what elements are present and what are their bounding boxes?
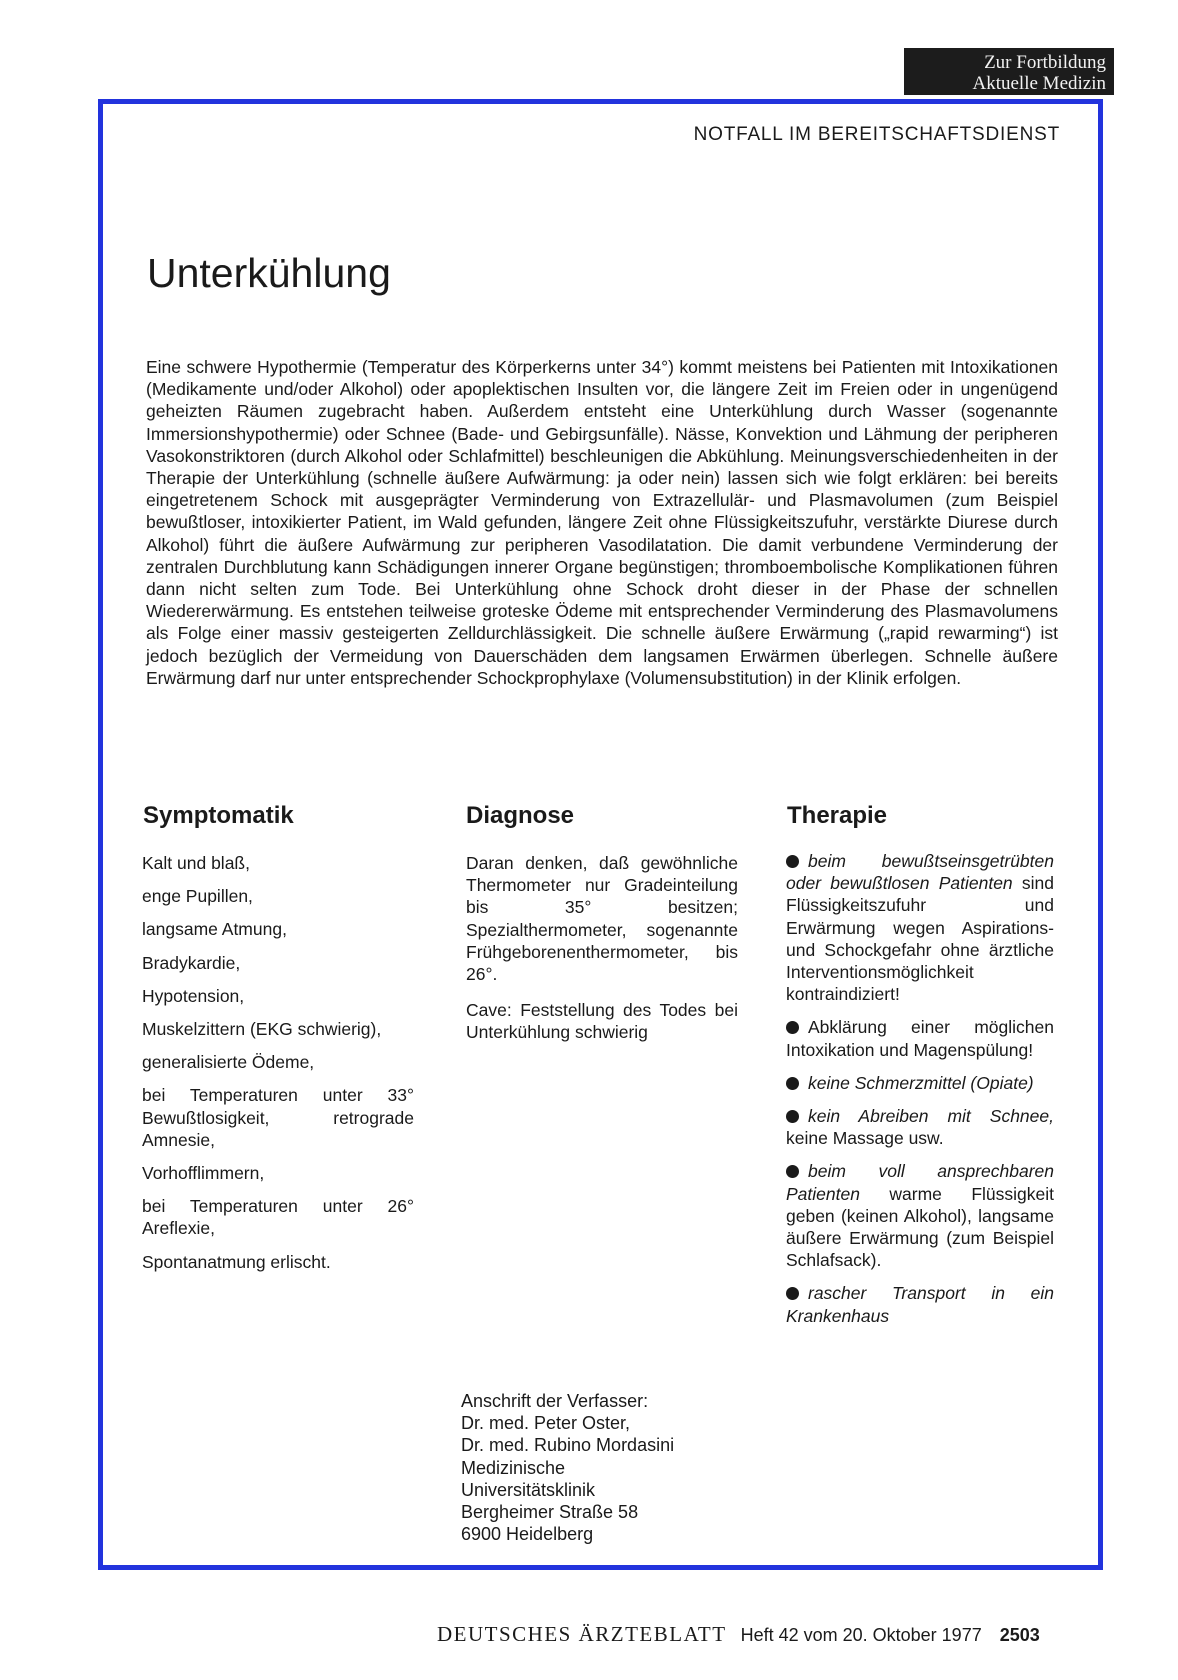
symptom-item: Spontanatmung erlischt. [142, 1251, 331, 1272]
diagnose-heading: Diagnose [466, 802, 575, 829]
therapie-item: rascher Transport in ein Krankenhaus [786, 1283, 1054, 1326]
symptom-item: Hypotension, [142, 985, 245, 1006]
bullet-icon [786, 1110, 799, 1123]
therapie-item: Abklärung einer möglichen Intoxikation und Magenspülung! [786, 1017, 1054, 1060]
symptom-item: Vorhofflimmern, [142, 1163, 265, 1184]
symptom-item: Muskelzittern (EKG schwierig), [142, 1019, 382, 1040]
therapie-item: kein Abreiben mit Schnee, keine Massage usw. [786, 1106, 1054, 1149]
symptomatik-list [142, 852, 414, 1284]
address-line: Medizinische [461, 1457, 566, 1478]
symptom-item: Bradykardie, [142, 952, 241, 973]
address-line: Dr. med. Rubino Mordasini [461, 1435, 675, 1456]
symptom-item: Kalt und blaß, [142, 853, 250, 873]
therapie-item: keine Schmerzmittel (Opiate) [786, 1072, 1054, 1094]
symptom-item: bei Temperaturen unter 33° Bewußtlosigkeit, retrograde Amnesie, [142, 1085, 414, 1150]
address-line: Universitätsklinik [461, 1479, 596, 1500]
address-line: 6900 Heidelberg [461, 1524, 594, 1545]
section-kicker: NOTFALL IM BEREITSCHAFTSDIENST [693, 124, 1060, 145]
diagnose-caveat: Cave: Feststellung des Todes bei Unterkühlung schwierig [466, 1000, 738, 1043]
symptomatik-heading: Symptomatik [143, 802, 294, 829]
symptom-item: langsame Atmung, [142, 919, 287, 940]
diagnose-paragraph: Daran denken, daß gewöhnliche Thermometer nur Gradeinteilung bis 35° besitzen; Spezialthermometer, sogenannte Frühgeborenenthermometer, bis 26°. [466, 853, 738, 985]
bullet-icon [786, 855, 799, 868]
bullet-icon [786, 1165, 799, 1178]
intro-paragraph: Eine schwere Hypothermie (Temperatur des Körperkerns unter 34°) kommt meistens bei Patienten mit Intoxikationen (Medikamente und/oder Alkohol) oder apoplektischen Insulten vor, die längere Zeit im Freien oder in ungenügend geheizten Räumen zugebracht haben. Außerdem entsteht eine Unterkühlung durch Wasser (sogenannte Immersionshypothermie) oder Schnee (Bade- und Gebirgsunfälle). Nässe, Konvektion und Lähmung der peripheren Vasokonstriktoren (durch Alkohol oder Schlafmittel) beschleunigen die Abkühlung. Meinungsverschiedenheiten in der Therapie der Unterkühlung (schnelle äußere Aufwärmung: ja oder nein) lassen sich wie folgt erklären: bei bereits eingetretenem Schock mit ausgeprägter Verminderung von Extrazellulär- und Plasmavolumen (zum Beispiel bewußtloser, intoxikierter Patient, im Wald gefunden, längere Zeit ohne Flüssigkeitszufuhr, verstärkte Diurese durch Alkohol) führt die äußere Aufwärmung zur peripheren Vasodilatation. Die damit verbundene Verminderung der zentralen Durchblutung kann Schädigungen innerer Organe begünstigen; thromboembolische Komplikationen führen dann nicht selten zum Tode. Bei Unterkühlung ohne Schock droht dieser in der Phase der schnellen Wiedererwärmung. Es entstehen teilweise groteske Ödeme mit entsprechender Verminderung des Plasmavolumens als Folge einer massiv gesteigerten Zelldurchlässigkeit. Die schnelle äußere Erwärmung („rapid rewarming“) ist jedoch bezüglich der Vermeidung von Dauerschäden dem langsamen Erwärmen überlegen. Schnelle äußere Erwärmung darf nur unter entsprechender Schockprophylaxe (Volumensubstitution) in der Klinik erfolgen. [146, 357, 1058, 688]
page-footer [437, 1622, 1040, 1647]
magazine-name: DEUTSCHES ÄRZTEBLATT [437, 1622, 727, 1646]
symptom-item: generalisierte Ödeme, [142, 1052, 315, 1073]
section-tag-line2: Aktuelle Medizin [972, 73, 1106, 94]
article-title: Unterkühlung [147, 250, 391, 296]
therapie-heading: Therapie [787, 802, 888, 829]
address-line: Bergheimer Straße 58 [461, 1502, 639, 1523]
diagnose-text [466, 852, 738, 1058]
symptom-item: enge Pupillen, [142, 886, 253, 907]
article-frame [98, 99, 1103, 1570]
therapie-item: beim bewußtseinsgetrübten oder bewußtlosen Patienten sind Flüssigkeitszufuhr und Erwärmung wegen Aspirations- und Schockgefahr ohne ärztliche Interventionsmöglichkeit kontraindiziert! [786, 851, 1055, 1005]
section-tag [904, 48, 1114, 95]
author-address [461, 1390, 761, 1545]
bullet-icon [786, 1287, 799, 1300]
bullet-icon [786, 1077, 799, 1090]
issue-info: Heft 42 vom 20. Oktober 1977 [740, 1625, 982, 1645]
section-tag-line1: Zur Fortbildung [984, 52, 1106, 73]
therapie-item: beim voll ansprechbaren Patienten warme Flüssigkeit geben (keinen Alkohol), langsame äußere Erwärmung (zum Beispiel Schlafsack). [786, 1161, 1054, 1271]
address-line: Dr. med. Peter Oster, [461, 1413, 631, 1434]
address-line: Anschrift der Verfasser: [461, 1391, 649, 1411]
symptom-item: bei Temperaturen unter 26° Areflexie, [142, 1196, 414, 1239]
therapie-list [786, 850, 1054, 1338]
page-number: 2503 [999, 1625, 1040, 1645]
bullet-icon [786, 1021, 799, 1034]
